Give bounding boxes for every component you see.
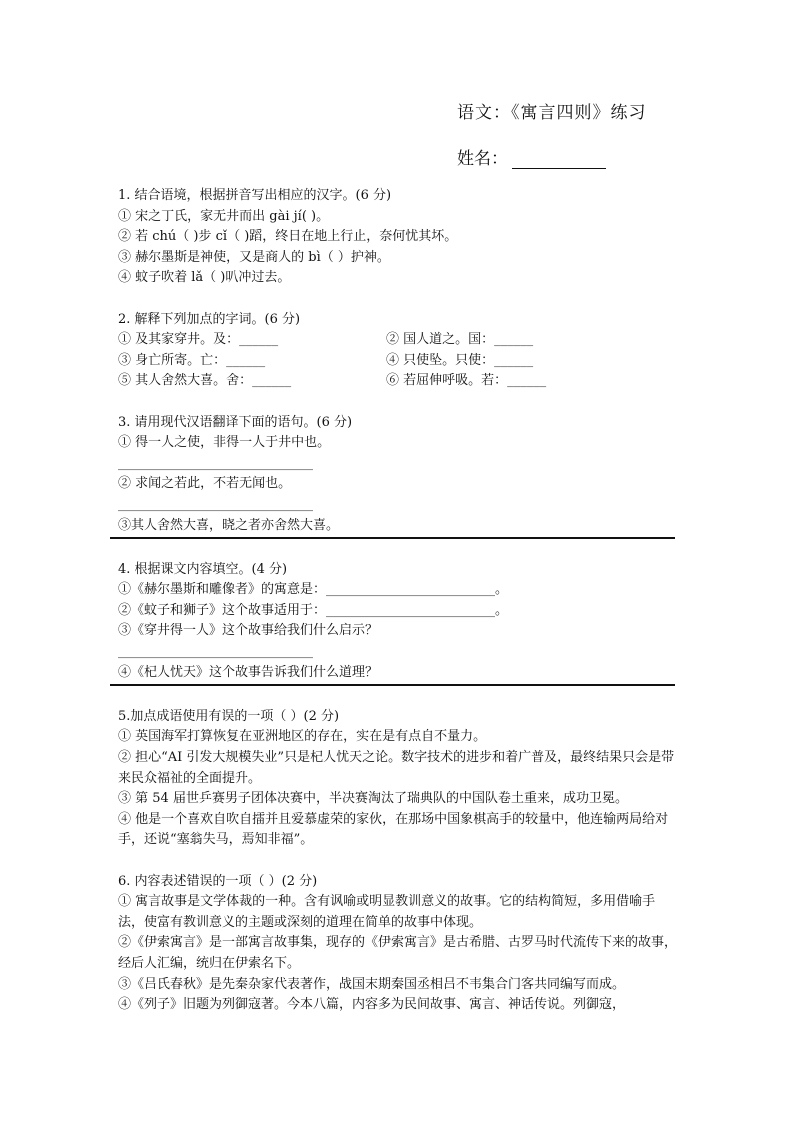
question-5 — [118, 707, 678, 851]
question-2-item-6: ⑥ 若屈伸呼吸。若：______ — [386, 373, 547, 389]
question-6 — [118, 872, 678, 1016]
question-2-item-5: ⑤ 其人舍然大喜。舍：______ — [118, 373, 292, 389]
question-5-option-1: ① 英国海军打算恢复在亚洲地区的存在，实在是有点自不量力。 — [118, 729, 487, 745]
question-6-title: 6. 内容表述错误的一项（ ）(2 分) — [118, 873, 318, 889]
question-2 — [118, 310, 678, 392]
question-2-item-1: ① 及其家穿井。及：______ — [118, 332, 279, 348]
name-label: 姓名： — [457, 149, 508, 169]
question-3-item-3: ③其人舍然大喜，晓之者亦舍然大喜。 — [118, 517, 340, 533]
spacer — [118, 686, 678, 707]
question-6-option-2: ②《伊索寓言》是一部寓言故事集，现存的《伊索寓言》是古希腊、古罗马时代流传下来的故事，经后人汇编，统归在伊索名下。 — [118, 935, 678, 971]
question-6-option-4: ④《列子》旧题为列御寇著。今本八篇，内容多为民间故事、寓言、神话传说。列御寇， — [118, 997, 626, 1013]
section-divider — [110, 537, 675, 539]
question-5-option-3: ③ 第 54 届世乒赛男子团体决赛中，半决赛淘汰了瑞典队的中国队卷土重来，成功卫冕。 — [118, 791, 628, 807]
questions-body — [118, 186, 678, 1016]
student-name-field — [457, 144, 606, 169]
question-2-item-4: ④ 只使坠。只使：______ — [386, 352, 534, 368]
question-1-item-4: ④ 蚊子吹着 lǎ（ )叭冲过去。 — [118, 270, 291, 286]
section-divider — [110, 684, 675, 686]
question-2-grid — [118, 330, 678, 392]
question-4-item-3: ③《穿井得一人》这个故事给我们什么启示？ — [118, 623, 379, 639]
question-2-item-3: ③ 身亡所寄。亡：______ — [118, 352, 266, 368]
question-3-answer-line-2[interactable]: ______________________________ — [118, 496, 313, 512]
question-6-option-3: ③《吕氏春秋》是先秦杂家代表著作，战国末期秦国丞相吕不韦集合门客共同编写而成。 — [118, 976, 626, 992]
name-blank-line[interactable] — [512, 148, 606, 169]
question-4-answer-line-3[interactable]: ______________________________ — [118, 644, 313, 660]
question-5-option-4: ④ 他是一个喜欢自吹自擂并且爱慕虚荣的家伙，在那场中国象棋高手的较量中，他连输两局给对手，还说“塞翁失马，焉知非福”。 — [118, 811, 669, 848]
question-4-item-2: ②《蚊子和狮子》这个故事适用于：__________________________。 — [118, 602, 509, 618]
question-3 — [118, 413, 678, 540]
question-1 — [118, 186, 678, 289]
question-1-item-2: ② 若 chú（ )步 cǐ（ )蹈，终日在地上行止，奈何忧其坏。 — [118, 229, 458, 245]
question-5-option-2: ② 担心“AI 引发大规模失业”只是杞人忧天之论。数字技术的进步和着广普及，最终结果只会是带来民众福祉的全面提升。 — [118, 750, 675, 786]
spacer — [118, 851, 678, 872]
spacer — [118, 289, 678, 310]
question-3-item-2: ② 求闻之若此，不若无闻也。 — [118, 476, 292, 492]
question-3-title: 3. 请用现代汉语翻译下面的语句。(6 分) — [118, 414, 353, 430]
spacer — [118, 392, 678, 413]
question-1-title: 1. 结合语境，根据拼音写出相应的汉字。(6 分) — [118, 188, 392, 203]
question-2-title: 2. 解释下列加点的字词。(6 分) — [118, 311, 301, 327]
question-3-answer-line-1[interactable]: ______________________________ — [118, 455, 313, 471]
question-6-option-1: ① 寓言故事是文学体裁的一种。含有讽喻或明显教训意义的故事。它的结构简短，多用借喻手法，使富有教训意义的主题或深刻的道理在简单的故事中体现。 — [118, 894, 656, 930]
spacer — [118, 539, 678, 560]
question-1-item-3: ③ 赫尔墨斯是神使，又是商人的 bì（ ）护神。 — [118, 249, 390, 265]
question-4-item-4: ④《杞人忧天》这个故事告诉我们什么道理？ — [118, 664, 379, 680]
worksheet-title: 语文：《寓言四则》练习 — [457, 103, 647, 123]
question-4 — [118, 560, 678, 687]
question-5-title: 5.加点成语使用有误的一项（ ）(2 分) — [118, 708, 340, 724]
question-4-title: 4. 根据课文内容填空。(4 分) — [118, 561, 288, 577]
question-1-item-1: ① 宋之丁氏，家无井而出 gài jí( )。 — [118, 208, 330, 224]
question-4-item-1: ①《赫尔墨斯和雕像者》的寓意是：__________________________。 — [118, 582, 509, 598]
question-3-item-1: ① 得一人之使，非得一人于井中也。 — [118, 435, 331, 451]
question-2-item-2: ② 国人道之。国：______ — [386, 332, 534, 348]
